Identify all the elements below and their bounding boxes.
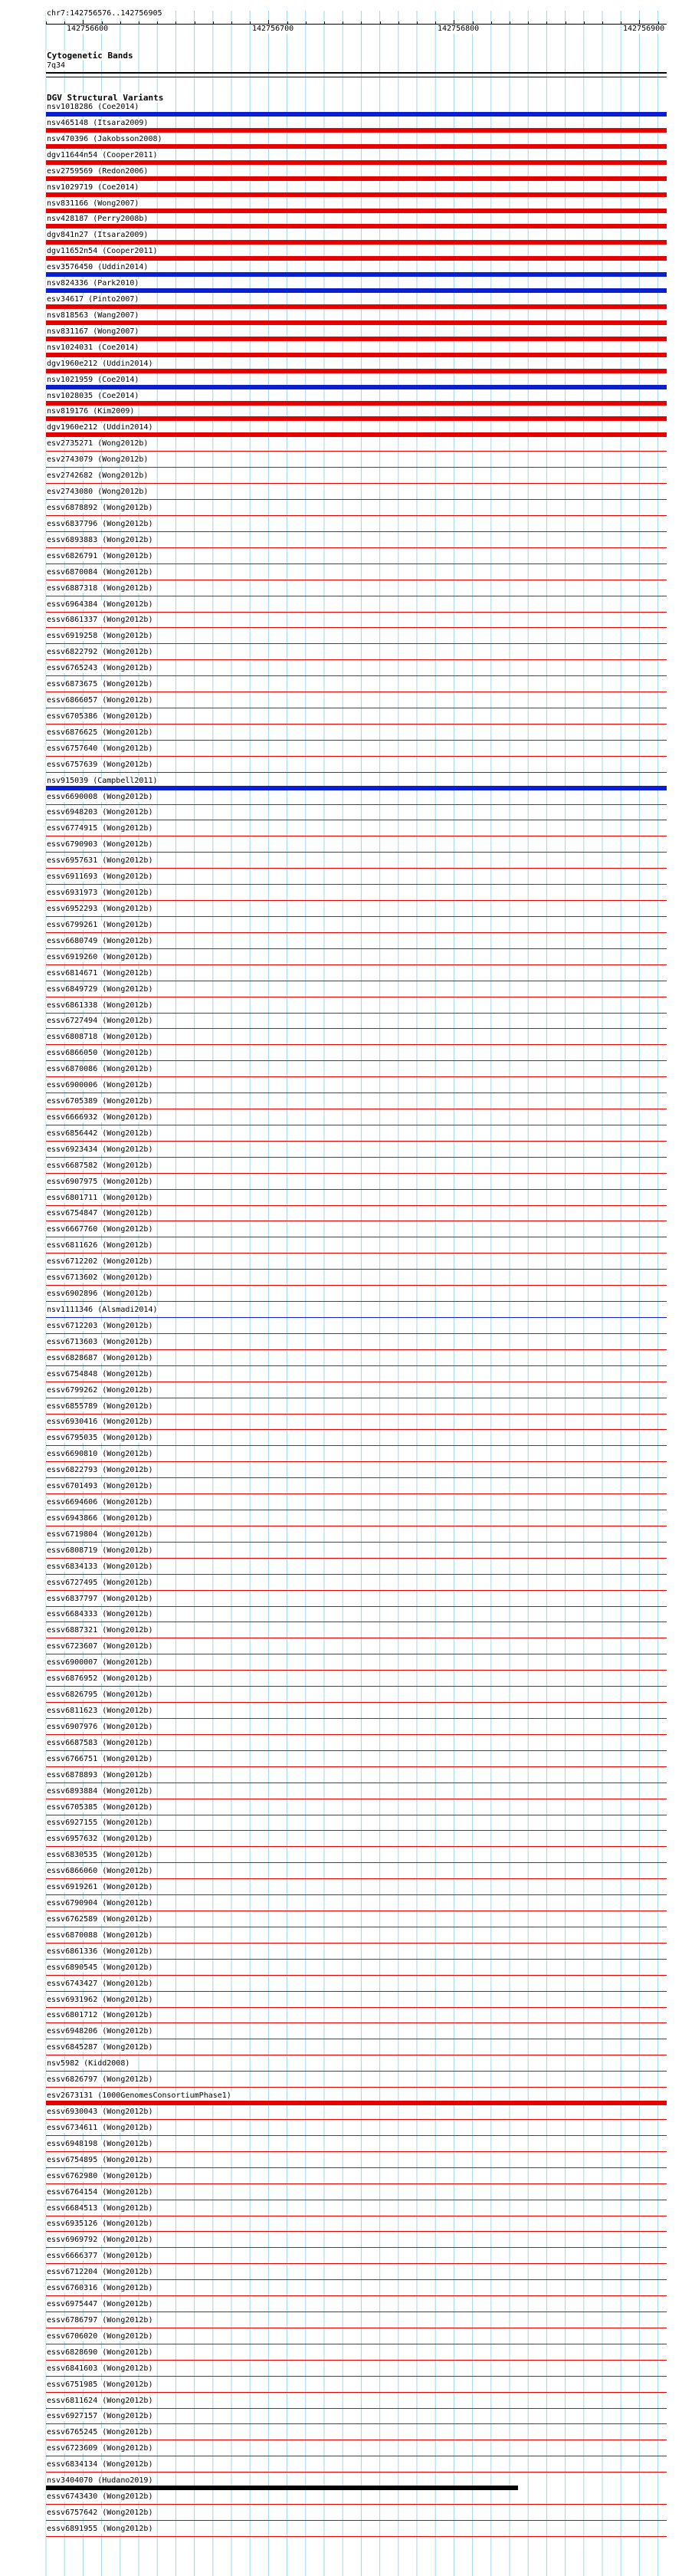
variant-loss-bar[interactable] <box>46 1365 667 1366</box>
variant-label[interactable]: essv6822793 (Wong2012b) <box>47 1466 153 1475</box>
variant-label[interactable]: essv6795035 (Wong2012b) <box>47 1434 153 1443</box>
variant-label[interactable]: essv6757639 (Wong2012b) <box>47 760 153 769</box>
variant-label[interactable]: essv6845287 (Wong2012b) <box>47 2043 153 2052</box>
variant-loss-bar[interactable] <box>46 2101 667 2105</box>
variant-label[interactable]: essv6712204 (Wong2012b) <box>47 2268 153 2277</box>
variant-label[interactable]: nsv824336 (Park2010) <box>47 279 139 288</box>
cytoband-bar <box>46 72 667 74</box>
variant-loss-bar[interactable] <box>46 1477 667 1478</box>
variant-label[interactable]: essv6931973 (Wong2012b) <box>47 889 153 898</box>
variant-loss-bar[interactable] <box>46 1205 667 1206</box>
variant-loss-bar[interactable] <box>46 2263 667 2264</box>
variant-label[interactable]: essv6760316 (Wong2012b) <box>47 2284 153 2293</box>
variant-complex-bar[interactable] <box>46 2486 518 2490</box>
variant-label[interactable]: essv6694606 (Wong2012b) <box>47 1498 153 1507</box>
variant-loss-bar[interactable] <box>46 1301 667 1302</box>
variant-label[interactable]: essv6948198 (Wong2012b) <box>47 2139 153 2148</box>
variant-loss-bar[interactable] <box>46 1429 667 1430</box>
variant-loss-bar[interactable] <box>46 416 667 421</box>
variant-label[interactable]: essv6927157 (Wong2012b) <box>47 2412 153 2421</box>
variant-loss-bar[interactable] <box>46 2167 667 2168</box>
variant-loss-bar[interactable] <box>46 401 667 406</box>
variant-label[interactable]: essv6684513 (Wong2012b) <box>47 2203 153 2213</box>
variant-loss-bar[interactable] <box>46 1943 667 1944</box>
variant-label[interactable]: nsv1029719 (Coe2014) <box>47 182 139 192</box>
ruler-label-3: 142756800 <box>438 25 480 33</box>
variant-loss-bar[interactable] <box>46 1862 667 1863</box>
variant-loss-bar[interactable] <box>46 756 667 757</box>
variant-label[interactable]: essv6834133 (Wong2012b) <box>47 1562 153 1571</box>
variant-loss-bar[interactable] <box>46 531 667 532</box>
variant-loss-bar[interactable] <box>46 1173 667 1174</box>
variant-label[interactable]: essv6834134 (Wong2012b) <box>47 2460 153 2469</box>
variant-gain-bar[interactable] <box>46 272 667 277</box>
variant-label[interactable]: essv6706020 (Wong2012b) <box>47 2331 153 2341</box>
variant-label[interactable]: essv6861337 (Wong2012b) <box>47 616 153 625</box>
variant-loss-bar[interactable] <box>46 2376 667 2377</box>
variant-loss-bar[interactable] <box>46 515 667 516</box>
variant-label[interactable]: essv6808719 (Wong2012b) <box>47 1546 153 1555</box>
variant-label[interactable]: essv6814671 (Wong2012b) <box>47 968 153 978</box>
variant-label[interactable]: essv6690008 (Wong2012b) <box>47 792 153 801</box>
variant-loss-bar[interactable] <box>46 2087 667 2088</box>
variant-label[interactable]: nsv1024031 (Coe2014) <box>47 343 139 352</box>
variant-label[interactable]: nsv1018286 (Coe2014) <box>47 103 139 111</box>
variant-loss-bar[interactable] <box>46 1349 667 1350</box>
variant-loss-bar[interactable] <box>46 2247 667 2248</box>
variant-loss-bar[interactable] <box>46 2007 667 2008</box>
variant-label[interactable]: essv6705389 (Wong2012b) <box>47 1097 153 1106</box>
ruler-tick <box>528 21 529 25</box>
variant-loss-bar[interactable] <box>46 1590 667 1591</box>
variant-label[interactable]: essv6866050 (Wong2012b) <box>47 1049 153 1058</box>
variant-label[interactable]: nsv818563 (Wang2007) <box>47 310 139 320</box>
variant-label[interactable]: essv6727494 (Wong2012b) <box>47 1017 153 1026</box>
variant-label[interactable]: essv6713602 (Wong2012b) <box>47 1273 153 1283</box>
variant-label[interactable]: essv6680749 (Wong2012b) <box>47 936 153 945</box>
variant-loss-bar[interactable] <box>46 1189 667 1190</box>
variant-loss-bar[interactable] <box>46 1558 667 1559</box>
variant-loss-bar[interactable] <box>46 337 667 341</box>
variant-label[interactable]: essv6878893 (Wong2012b) <box>47 1770 153 1779</box>
ruler-label-4: 142756900 <box>623 25 665 33</box>
variant-loss-bar[interactable] <box>46 160 667 165</box>
variant-loss-bar[interactable] <box>46 209 667 213</box>
variant-label[interactable]: esv2735271 (Wong2012b) <box>47 439 149 449</box>
variant-label[interactable]: nsv819176 (Kim2009) <box>47 407 135 416</box>
variant-loss-bar[interactable] <box>46 2520 667 2521</box>
variant-label[interactable]: essv6712203 (Wong2012b) <box>47 1321 153 1330</box>
variant-gain-bar[interactable] <box>46 786 667 790</box>
variant-label[interactable]: essv6856442 (Wong2012b) <box>47 1129 153 1138</box>
variant-loss-bar[interactable] <box>46 1975 667 1976</box>
variant-loss-bar[interactable] <box>46 1028 667 1029</box>
variant-loss-bar[interactable] <box>46 1734 667 1735</box>
variant-label[interactable]: nsv831166 (Wong2007) <box>47 199 139 208</box>
variant-label[interactable]: essv6811624 (Wong2012b) <box>47 2396 153 2405</box>
variant-label[interactable]: essv6907976 (Wong2012b) <box>47 1722 153 1731</box>
variant-label[interactable]: essv6837797 (Wong2012b) <box>47 1594 153 1603</box>
variant-label[interactable]: essv6764154 (Wong2012b) <box>47 2187 153 2196</box>
variant-label[interactable]: essv6870086 (Wong2012b) <box>47 1065 153 1074</box>
variant-loss-bar[interactable] <box>46 224 667 228</box>
ruler-tick <box>46 21 47 25</box>
variant-label[interactable]: dgv841n27 (Itsara2009) <box>47 231 149 240</box>
variant-loss-bar[interactable] <box>46 2135 667 2136</box>
variant-loss-bar[interactable] <box>46 2392 667 2393</box>
variant-loss-bar[interactable] <box>46 2022 667 2023</box>
variant-label[interactable]: esv2759569 (Redon2006) <box>47 166 149 176</box>
variant-label[interactable]: essv6866060 (Wong2012b) <box>47 1867 153 1876</box>
variant-loss-bar[interactable] <box>46 740 667 741</box>
ruler-tick <box>602 21 603 25</box>
variant-label[interactable]: essv6723609 (Wong2012b) <box>47 2444 153 2453</box>
variant-label[interactable]: essv6801712 (Wong2012b) <box>47 2011 153 2020</box>
variant-label[interactable]: essv6975447 (Wong2012b) <box>47 2300 153 2309</box>
variant-label[interactable]: nsv465148 (Itsara2009) <box>47 118 149 127</box>
variant-loss-bar[interactable] <box>46 192 667 197</box>
variant-label[interactable]: essv6861338 (Wong2012b) <box>47 1001 153 1010</box>
variant-label[interactable]: essv6790903 (Wong2012b) <box>47 840 153 849</box>
variant-label[interactable]: essv6757642 (Wong2012b) <box>47 2509 153 2517</box>
variant-loss-bar[interactable] <box>46 1253 667 1254</box>
variant-label[interactable]: dgv1960e212 (Uddin2014) <box>47 423 153 432</box>
location-label: chr7:142756576..142756905 <box>47 9 162 18</box>
variant-label[interactable]: essv6826795 (Wong2012b) <box>47 1691 153 1700</box>
variant-loss-bar[interactable] <box>46 2151 667 2152</box>
variant-label[interactable]: essv6701493 (Wong2012b) <box>47 1482 153 1491</box>
variant-loss-bar[interactable] <box>46 1766 667 1767</box>
variant-loss-bar[interactable] <box>46 1044 667 1045</box>
variant-label[interactable]: essv6866057 (Wong2012b) <box>47 696 153 705</box>
variant-loss-bar[interactable] <box>46 884 667 885</box>
variant-loss-bar[interactable] <box>46 451 667 452</box>
variant-loss-bar[interactable] <box>46 2423 667 2424</box>
variant-label[interactable]: essv6890545 (Wong2012b) <box>47 1963 153 1972</box>
ruler-tick <box>213 21 214 25</box>
variant-loss-bar[interactable] <box>46 1461 667 1462</box>
variant-label[interactable]: essv6919258 (Wong2012b) <box>47 632 153 641</box>
variant-label[interactable]: essv6811623 (Wong2012b) <box>47 1707 153 1715</box>
variant-gain-bar[interactable] <box>46 288 667 293</box>
variant-label[interactable]: essv6935126 (Wong2012b) <box>47 2220 153 2229</box>
variant-label[interactable]: nsv3404070 (Hudano2019) <box>47 2476 153 2486</box>
ruler-tick <box>306 21 307 25</box>
variant-loss-bar[interactable] <box>46 1750 667 1751</box>
variant-label[interactable]: essv6687582 (Wong2012b) <box>47 1161 153 1170</box>
variant-loss-bar[interactable] <box>46 2279 667 2280</box>
variant-label[interactable]: essv6830535 (Wong2012b) <box>47 1851 153 1860</box>
variant-loss-bar[interactable] <box>46 483 667 484</box>
variant-loss-bar[interactable] <box>46 643 667 644</box>
variant-loss-bar[interactable] <box>46 1991 667 1992</box>
variant-loss-bar[interactable] <box>46 852 667 853</box>
variant-label[interactable]: essv6765243 (Wong2012b) <box>47 664 153 673</box>
variant-loss-bar[interactable] <box>46 916 667 917</box>
variant-loss-bar[interactable] <box>46 320 667 325</box>
variant-loss-bar[interactable] <box>46 2360 667 2361</box>
variant-label[interactable]: essv6743427 (Wong2012b) <box>47 1979 153 1988</box>
variant-label[interactable]: essv6876625 (Wong2012b) <box>47 728 153 737</box>
dgv-track-title: DGV Structural Variants <box>47 93 164 103</box>
variant-loss-bar[interactable] <box>46 1670 667 1671</box>
variant-label[interactable]: essv6902896 (Wong2012b) <box>47 1290 153 1299</box>
variant-label[interactable]: essv6751985 (Wong2012b) <box>47 2380 153 2389</box>
variant-label[interactable]: essv6919261 (Wong2012b) <box>47 1883 153 1892</box>
variant-label[interactable]: essv6911693 (Wong2012b) <box>47 872 153 882</box>
variant-label[interactable]: essv6754848 (Wong2012b) <box>47 1369 153 1378</box>
variant-loss-bar[interactable] <box>46 547 667 548</box>
variant-loss-bar[interactable] <box>46 612 667 613</box>
variant-loss-bar[interactable] <box>46 675 667 676</box>
variant-label[interactable]: esv3576450 (Uddin2014) <box>47 263 149 272</box>
variant-loss-bar[interactable] <box>46 2119 667 2120</box>
variant-loss-bar[interactable] <box>46 1493 667 1494</box>
variant-label[interactable]: essv6943866 (Wong2012b) <box>47 1513 153 1523</box>
variant-label[interactable]: essv6826791 (Wong2012b) <box>47 551 153 560</box>
variant-label[interactable]: essv6957631 (Wong2012b) <box>47 856 153 866</box>
variant-label[interactable]: nsv1111346 (Alsmadi2014) <box>47 1306 158 1314</box>
variant-label[interactable]: essv6855789 (Wong2012b) <box>47 1401 153 1411</box>
variant-label[interactable]: essv6900006 (Wong2012b) <box>47 1081 153 1090</box>
variant-loss-bar[interactable] <box>46 948 667 949</box>
variant-loss-bar[interactable] <box>46 144 667 149</box>
variant-loss-bar[interactable] <box>46 2295 667 2296</box>
variant-label[interactable]: dgv11644n54 (Cooper2011) <box>47 150 158 159</box>
variant-label[interactable]: essv6923434 (Wong2012b) <box>47 1145 153 1154</box>
variant-label[interactable]: essv6684333 (Wong2012b) <box>47 1610 153 1619</box>
variant-loss-bar[interactable] <box>46 1686 667 1687</box>
ruler-tick <box>380 21 381 25</box>
variant-label[interactable]: essv6931962 (Wong2012b) <box>47 1995 153 2004</box>
variant-label[interactable]: essv6799261 (Wong2012b) <box>47 920 153 929</box>
variant-label[interactable]: essv6887318 (Wong2012b) <box>47 583 153 593</box>
variant-label[interactable]: essv6919260 (Wong2012b) <box>47 952 153 961</box>
ruler-tick <box>546 21 547 25</box>
variant-loss-bar[interactable] <box>46 2536 667 2537</box>
variant-label[interactable]: nsv915039 (Campbell2011) <box>47 776 158 785</box>
variant-label[interactable]: essv6878892 (Wong2012b) <box>47 504 153 512</box>
variant-label[interactable]: esv2673131 (1000GenomesConsortiumPhase1) <box>47 2091 231 2101</box>
variant-loss-bar[interactable] <box>46 900 667 901</box>
variant-loss-bar[interactable] <box>46 1157 667 1158</box>
variant-loss-bar[interactable] <box>46 2183 667 2184</box>
variant-label[interactable]: essv6762980 (Wong2012b) <box>47 2171 153 2180</box>
variant-loss-bar[interactable] <box>46 2408 667 2409</box>
variant-label[interactable]: essv6754895 (Wong2012b) <box>47 2155 153 2164</box>
variant-label[interactable]: esv2743080 (Wong2012b) <box>47 488 149 497</box>
variant-label[interactable]: nsv1028035 (Coe2014) <box>47 391 139 400</box>
variant-label[interactable]: essv6927155 (Wong2012b) <box>47 1819 153 1828</box>
ruler-tick <box>584 21 585 25</box>
variant-label[interactable]: essv6952293 (Wong2012b) <box>47 905 153 913</box>
variant-label[interactable]: essv6837796 (Wong2012b) <box>47 519 153 528</box>
variant-label[interactable]: essv6893884 (Wong2012b) <box>47 1786 153 1796</box>
ruler-tick <box>398 21 399 25</box>
variant-label[interactable]: essv6666377 (Wong2012b) <box>47 2252 153 2261</box>
variant-label[interactable]: essv6757640 (Wong2012b) <box>47 744 153 753</box>
variant-label[interactable]: essv6712202 (Wong2012b) <box>47 1257 153 1267</box>
variant-loss-bar[interactable] <box>46 256 667 261</box>
variant-label[interactable]: essv6774915 (Wong2012b) <box>47 824 153 833</box>
variant-label[interactable]: essv6948206 (Wong2012b) <box>47 2027 153 2036</box>
variant-label[interactable]: essv6690810 (Wong2012b) <box>47 1450 153 1459</box>
ruler-tick <box>417 21 418 25</box>
variant-label[interactable]: esv2743079 (Wong2012b) <box>47 455 149 465</box>
variant-label[interactable]: essv6719804 (Wong2012b) <box>47 1530 153 1539</box>
variant-label[interactable]: nsv470396 (Jakobsson2008) <box>47 134 162 143</box>
variant-loss-bar[interactable] <box>46 2504 667 2505</box>
variant-loss-bar[interactable] <box>46 1894 667 1895</box>
variant-label[interactable]: essv6743430 (Wong2012b) <box>47 2492 153 2502</box>
variant-loss-bar[interactable] <box>46 1846 667 1847</box>
variant-loss-bar[interactable] <box>46 1830 667 1831</box>
variant-loss-bar[interactable] <box>46 804 667 805</box>
variant-loss-bar[interactable] <box>46 1574 667 1575</box>
variant-label[interactable]: essv6808718 (Wong2012b) <box>47 1033 153 1042</box>
ruler-label-2: 142756700 <box>252 25 294 33</box>
variant-loss-bar[interactable] <box>46 1718 667 1719</box>
ruler-tick <box>491 21 492 25</box>
variant-loss-bar[interactable] <box>46 353 667 357</box>
variant-label[interactable]: essv6727495 (Wong2012b) <box>47 1578 153 1587</box>
variant-label[interactable]: essv6762589 (Wong2012b) <box>47 1914 153 1924</box>
variant-label[interactable]: nsv428187 (Perry2008b) <box>47 215 149 224</box>
ruler-tick <box>361 21 362 25</box>
variant-loss-bar[interactable] <box>46 1702 667 1703</box>
variant-loss-bar[interactable] <box>46 369 667 373</box>
cytoband-track-title: Cytogenetic Bands <box>47 51 133 61</box>
variant-label[interactable]: essv6734611 (Wong2012b) <box>47 2123 153 2132</box>
variant-loss-bar[interactable] <box>46 240 667 245</box>
variant-label[interactable]: essv6801711 (Wong2012b) <box>47 1193 153 1202</box>
variant-loss-bar[interactable] <box>46 467 667 468</box>
variant-label[interactable]: essv6766751 (Wong2012b) <box>47 1754 153 1763</box>
variant-loss-bar[interactable] <box>46 1141 667 1142</box>
variant-label[interactable]: dgv11652n54 (Cooper2011) <box>47 247 158 256</box>
variant-label[interactable]: essv6876952 (Wong2012b) <box>47 1674 153 1684</box>
variant-loss-bar[interactable] <box>46 2231 667 2232</box>
variant-loss-bar[interactable] <box>46 964 667 965</box>
variant-label[interactable]: essv6667760 (Wong2012b) <box>47 1225 153 1234</box>
variant-label[interactable]: essv6887321 (Wong2012b) <box>47 1626 153 1635</box>
variant-label[interactable]: essv6969792 (Wong2012b) <box>47 2236 153 2245</box>
ruler-tick <box>120 21 121 25</box>
variant-loss-bar[interactable] <box>46 1013 667 1014</box>
variant-label[interactable]: essv6705385 (Wong2012b) <box>47 1802 153 1812</box>
ruler-tick <box>324 21 325 25</box>
variant-label[interactable]: essv6799262 (Wong2012b) <box>47 1385 153 1395</box>
variant-label[interactable]: essv6873675 (Wong2012b) <box>47 680 153 689</box>
variant-label[interactable]: essv6790904 (Wong2012b) <box>47 1899 153 1908</box>
variant-loss-bar[interactable] <box>46 499 667 500</box>
variant-gain-bar[interactable] <box>46 385 667 389</box>
variant-label[interactable]: essv6754847 (Wong2012b) <box>47 1209 153 1218</box>
variant-label[interactable]: nsv5982 (Kidd2008) <box>47 2059 130 2068</box>
variant-loss-bar[interactable] <box>46 1285 667 1286</box>
variant-label[interactable]: essv6957632 (Wong2012b) <box>47 1835 153 1844</box>
variant-loss-bar[interactable] <box>46 868 667 869</box>
variant-gain-bar[interactable] <box>46 1317 667 1318</box>
variant-loss-bar[interactable] <box>46 304 667 309</box>
variant-label[interactable]: esv34617 (Pinto2007) <box>47 295 139 304</box>
variant-label[interactable]: essv6786797 (Wong2012b) <box>47 2315 153 2325</box>
variant-loss-bar[interactable] <box>46 128 667 133</box>
ruler-tick <box>231 21 232 25</box>
variant-label[interactable]: esv2742682 (Wong2012b) <box>47 472 149 481</box>
variant-label[interactable]: essv6822792 (Wong2012b) <box>47 648 153 657</box>
variant-loss-bar[interactable] <box>46 1606 667 1607</box>
variant-label[interactable]: essv6849729 (Wong2012b) <box>47 984 153 994</box>
cytoband-label: 7q34 <box>47 61 66 70</box>
variant-label[interactable]: essv6841603 (Wong2012b) <box>47 2364 153 2373</box>
variant-loss-bar[interactable] <box>46 1542 667 1543</box>
variant-label[interactable]: essv6948203 (Wong2012b) <box>47 808 153 817</box>
variant-loss-bar[interactable] <box>46 627 667 628</box>
variant-label[interactable]: nsv1021959 (Coe2014) <box>47 375 139 384</box>
variant-label[interactable]: essv6811626 (Wong2012b) <box>47 1241 153 1250</box>
variant-label[interactable]: essv6828690 (Wong2012b) <box>47 2348 153 2357</box>
variant-label[interactable]: essv6891955 (Wong2012b) <box>47 2524 153 2533</box>
variant-label[interactable]: dgv1960e212 (Uddin2014) <box>47 359 153 368</box>
ruler-tick <box>175 21 176 25</box>
variant-label[interactable]: essv6900007 (Wong2012b) <box>47 1658 153 1668</box>
ruler-label-1: 142756600 <box>67 25 109 33</box>
variant-label[interactable]: essv6713603 (Wong2012b) <box>47 1337 153 1346</box>
variant-loss-bar[interactable] <box>46 1878 667 1879</box>
ruler-tick <box>157 21 158 25</box>
variant-label[interactable]: essv6705386 (Wong2012b) <box>47 711 153 721</box>
variant-label[interactable]: essv6930416 (Wong2012b) <box>47 1418 153 1427</box>
variant-loss-bar[interactable] <box>46 659 667 660</box>
variant-loss-bar[interactable] <box>46 1445 667 1446</box>
variant-loss-bar[interactable] <box>46 176 667 181</box>
variant-loss-bar[interactable] <box>46 1060 667 1061</box>
variant-loss-bar[interactable] <box>46 432 667 437</box>
variant-loss-bar[interactable] <box>46 1092 667 1093</box>
variant-label[interactable]: essv6893883 (Wong2012b) <box>47 535 153 544</box>
variant-label[interactable]: essv6907975 (Wong2012b) <box>47 1177 153 1186</box>
variant-loss-bar[interactable] <box>46 1076 667 1077</box>
variant-loss-bar[interactable] <box>46 932 667 933</box>
variant-label[interactable]: essv6723607 (Wong2012b) <box>47 1642 153 1651</box>
variant-label[interactable]: essv6870088 (Wong2012b) <box>47 1930 153 1940</box>
variant-label[interactable]: nsv831167 (Wong2007) <box>47 327 139 336</box>
variant-label[interactable]: essv6826797 (Wong2012b) <box>47 2075 153 2085</box>
variant-label[interactable]: essv6687583 (Wong2012b) <box>47 1738 153 1747</box>
variant-label[interactable]: essv6666932 (Wong2012b) <box>47 1112 153 1122</box>
variant-loss-bar[interactable] <box>46 1269 667 1270</box>
variant-loss-bar[interactable] <box>46 2071 667 2072</box>
variant-label[interactable]: essv6765245 (Wong2012b) <box>47 2428 153 2437</box>
variant-label[interactable]: essv6828687 (Wong2012b) <box>47 1353 153 1362</box>
variant-label[interactable]: essv6964384 (Wong2012b) <box>47 600 153 609</box>
variant-label[interactable]: essv6930043 (Wong2012b) <box>47 2108 153 2116</box>
variant-label[interactable]: essv6861336 (Wong2012b) <box>47 1947 153 1956</box>
variant-gain-bar[interactable] <box>46 112 667 117</box>
variant-loss-bar[interactable] <box>46 1333 667 1334</box>
variant-label[interactable]: essv6870084 (Wong2012b) <box>47 567 153 577</box>
variant-loss-bar[interactable] <box>46 772 667 773</box>
variant-loss-bar[interactable] <box>46 1959 667 1960</box>
